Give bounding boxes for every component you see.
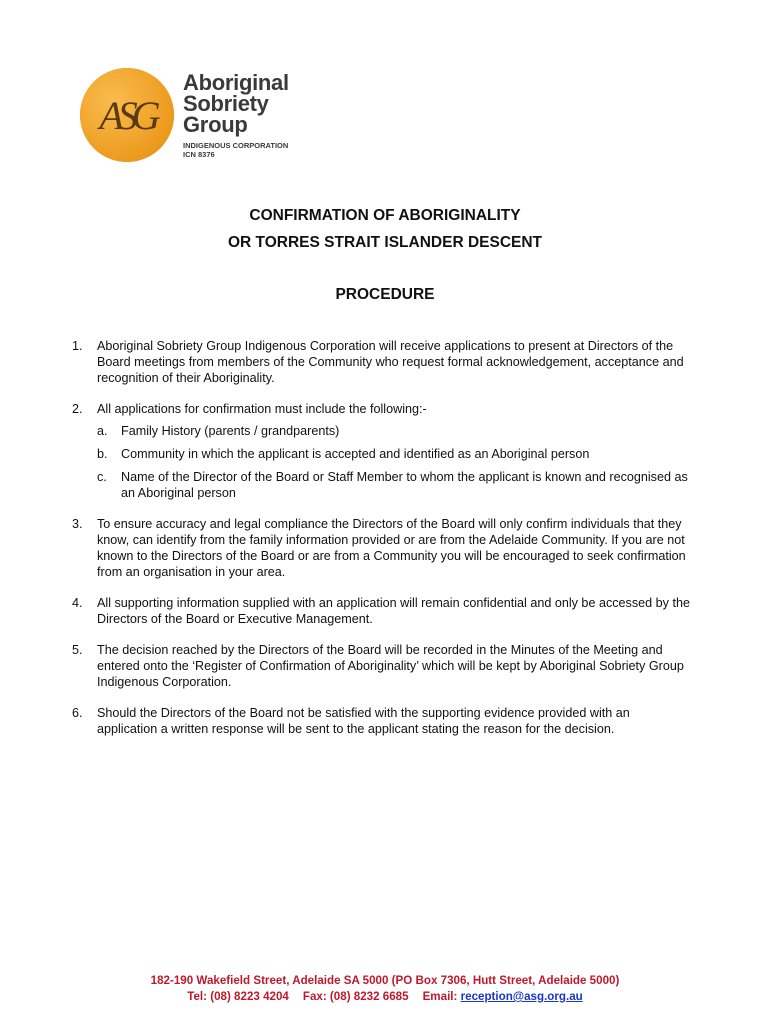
footer-email-label: Email: [422, 990, 458, 1003]
logo-monogram: ASG [99, 92, 155, 138]
list-item [72, 338, 692, 386]
item-number: 4. [72, 596, 83, 610]
logo-wordmark [183, 72, 289, 159]
list-item [72, 595, 692, 627]
logo-emblem [80, 68, 174, 162]
sub-item-text: Community in which the applicant is accepted and identified as an Aboriginal person [121, 447, 590, 461]
procedure-list [72, 338, 692, 752]
sub-item-text: Name of the Director of the Board or Staff Member to whom the applicant is known and recognised as an Aboriginal person [121, 470, 688, 500]
item-number: 2. [72, 402, 83, 416]
title-line2: OR TORRES STRAIT ISLANDER DESCENT [227, 234, 543, 251]
list-item [72, 642, 692, 690]
asg-logo [80, 68, 320, 168]
item-body [97, 401, 692, 501]
logo-name-line1: Aboriginal [183, 70, 289, 95]
email-link[interactable]: reception@asg.org.au [460, 990, 583, 1003]
footer-address: 182-190 Wakefield Street, Adelaide SA 5000 (PO Box 7306, Hutt Street, Adelaide 5000) [150, 974, 620, 987]
section-heading: PROCEDURE [335, 286, 435, 303]
item-number: 3. [72, 517, 83, 531]
list-item [72, 705, 692, 737]
item-text: To ensure accuracy and legal compliance the Directors of the Board will only confirm individuals that they know, can identify from the family information provided or are from the Adelaide Community. If you are not known to the Directors of the Board or are from a Community you will be encouraged to seek confirmation from an organisation in your area. [97, 517, 686, 579]
item-text: Should the Directors of the Board not be satisfied with the supporting evidence provided with an application a written response will be sent to the applicant stating the reason for the decision. [97, 706, 630, 736]
item-number: 1. [72, 339, 83, 353]
sub-item-letter: a. [97, 424, 108, 438]
item-text: All supporting information supplied with an application will remain confidential and only be accessed by the Directors of the Board or Executive Management. [97, 596, 690, 626]
sub-item-letter: c. [97, 470, 107, 484]
logo-sub-line1: INDIGENOUS CORPORATION [183, 141, 289, 150]
item-text: Aboriginal Sobriety Group Indigenous Corporation will receive applications to present at Directors of the Board meetings from members of the Community who request formal acknowledgement, acceptance and recognition of their Aboriginality. [97, 339, 684, 385]
footer [0, 973, 770, 1005]
footer-tel: Tel: (08) 8223 4204 [187, 990, 289, 1003]
list-item [72, 516, 692, 580]
sub-item [97, 469, 692, 501]
list-item [72, 401, 692, 501]
footer-contact [0, 989, 770, 1005]
sub-item [97, 423, 692, 439]
sub-item-text: Family History (parents / grandparents) [121, 424, 340, 438]
sub-item-letter: b. [97, 447, 108, 461]
footer-fax: Fax: (08) 8232 6685 [302, 990, 409, 1003]
logo-name-line3: Group [183, 112, 248, 137]
item-text: The decision reached by the Directors of the Board will be recorded in the Minutes of the Meeting and entered onto the ‘Register of Confirmation of Aboriginality’ which will be kept by Aboriginal Sobriety Group Indigenous Corporation. [97, 643, 684, 689]
item-text: All applications for confirmation must include the following:- [97, 402, 427, 416]
title-line1: CONFIRMATION OF ABORIGINALITY [249, 207, 521, 224]
item-number: 6. [72, 706, 83, 720]
sub-item [97, 446, 692, 462]
logo-sub-line2: ICN 8376 [183, 150, 215, 159]
logo-name-line2: Sobriety [183, 91, 269, 116]
item-number: 5. [72, 643, 83, 657]
